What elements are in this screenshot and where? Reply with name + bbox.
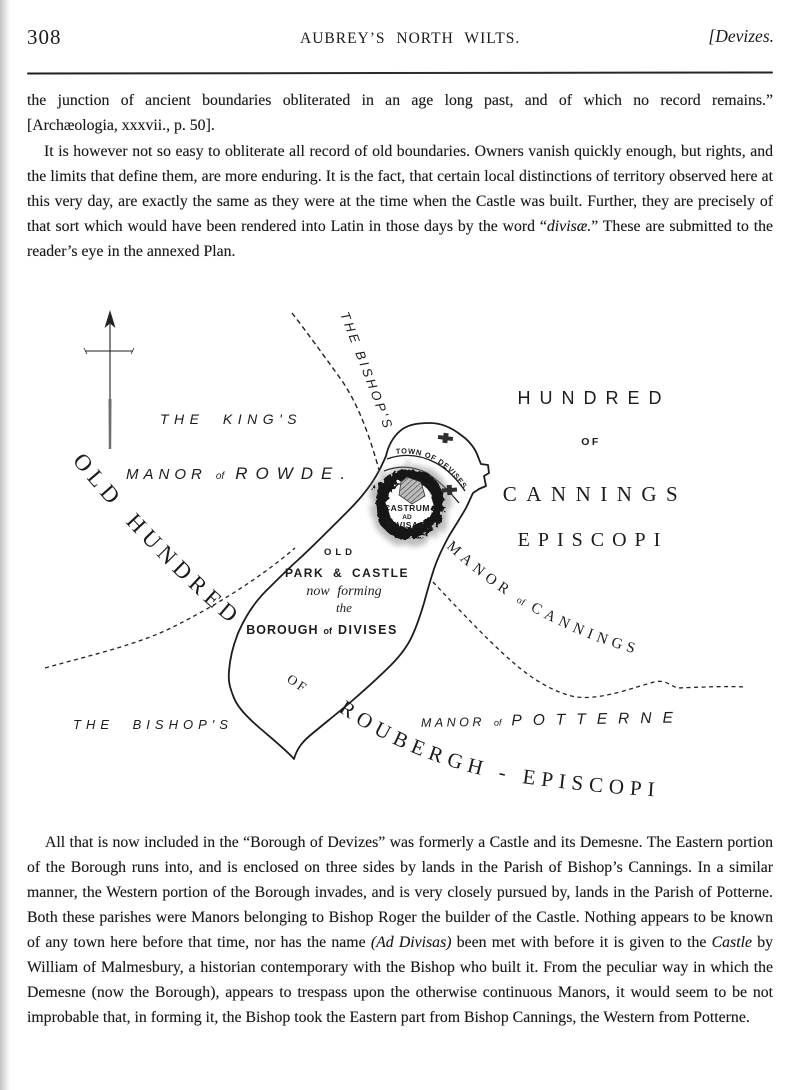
- text-run: It is however not so easy to obliterate all record of old boundaries. Owners vanish quickly enough, but rights, and the limits that define them, are more enduring. It is the fact, that certain local distinctions of territory observed here at this very day, are exactly the same as they were at the time when the Castle was built. Further, they are precisely of that sort which would have been rendered into Latin in those days by the word “: [27, 143, 773, 235]
- corner-note: [Devizes.: [708, 26, 774, 46]
- text-run-italic: (Ad Divisas): [370, 934, 452, 951]
- label-the: the: [336, 600, 352, 615]
- running-title: AUBREY’S NORTH WILTS.: [300, 30, 521, 47]
- label-park-castle: PARK & CASTLE: [285, 566, 409, 580]
- label-part: TOWN OF DEVISES: [395, 446, 470, 491]
- label-old: OLD: [323, 547, 357, 558]
- label-castrum: CASTRUM: [384, 503, 430, 513]
- label-hundred: HUNDRED: [517, 388, 671, 408]
- label-part: of: [514, 594, 528, 609]
- label-manor-of-potterne: [421, 709, 684, 731]
- label-manor-of-rowde: [126, 464, 353, 483]
- paragraph-line: [Archæologia, xxxvii., p. 50].: [27, 117, 215, 134]
- label-the-bishops-north: [337, 310, 396, 433]
- north-arrow-needle: [109, 399, 112, 449]
- label-of-mid: OF: [581, 436, 601, 448]
- text-run: been met with before it is given to the: [451, 934, 712, 951]
- label-part: THE BISHOP'S: [337, 309, 397, 433]
- label-part: POTTERNE: [511, 709, 684, 730]
- label-part: DIVISES: [337, 623, 398, 637]
- label-part: OLD HUNDRED: [68, 448, 247, 631]
- label-part: MANOR: [126, 466, 207, 483]
- label-part: MANOR: [443, 538, 516, 601]
- label-part: CANNINGS: [528, 599, 642, 659]
- text-run: ” These are submitted to the reader’s eye in the annexed Plan.: [27, 218, 773, 260]
- text-run-italic: Castle: [711, 934, 752, 951]
- label-the-kings: THE KING'S: [160, 411, 303, 427]
- paragraph-line: the junction of ancient boundaries obliterated in an age long past, and of which no record remains.”: [27, 92, 773, 109]
- church-cross-icon: [437, 432, 453, 444]
- label-part: of: [215, 471, 225, 482]
- label-the-bishops-south: THE BISHOP'S: [73, 717, 233, 732]
- label-part: of: [493, 717, 502, 728]
- label-part: of: [323, 626, 332, 636]
- label-part: MANOR: [420, 714, 486, 730]
- label-manor-of-cannings: [443, 538, 641, 658]
- label-part: ROWDE.: [235, 464, 354, 483]
- text-run: by William of Malmesbury, a historian contemporary with the Bishop who built it. From the peculiar way in which the Demesne (now the Borough), appears to trespass upon the otherwise continuous Manors, it would seem to be not improbable that, in forming it, the Bishop took the Eastern part from Bishop Cannings, the Western from Potterne.: [27, 934, 773, 1026]
- label-ad: AD: [402, 514, 412, 521]
- label-episcopi: EPISCOPI: [517, 529, 669, 551]
- north-arrow-icon: [84, 310, 134, 449]
- label-part: BOROUGH: [246, 623, 319, 637]
- label-part: ROUBERGH - EPISCOPI: [335, 695, 662, 802]
- label-of-tail: OF: [284, 671, 312, 696]
- text-run: All that is now included in the “Borough of Devizes” was formerly a Castle and its Demesne. The Eastern portion of the Borough runs into, and is enclosed on three sides by lands in the Parish of Bishop’s Cannings. In a similar manner, the Western portion of the Borough invades, and is very closely pursued by, lands in the Parish of Potterne. Both these parishes were Manors belonging to Bishop Roger the builder of the Castle. Nothing appears to be known of any town here before that time, nor has the name: [27, 834, 773, 951]
- text-run-italic: divisæ.: [546, 218, 592, 235]
- label-now-forming: now forming: [306, 584, 382, 599]
- boundary-dashed-north: [292, 313, 379, 470]
- label-borough-of-divises: [246, 623, 398, 637]
- label-cannings: CANNINGS: [502, 482, 688, 506]
- label-divisas: DIVISAS: [387, 520, 425, 530]
- page-number: 308: [27, 25, 62, 49]
